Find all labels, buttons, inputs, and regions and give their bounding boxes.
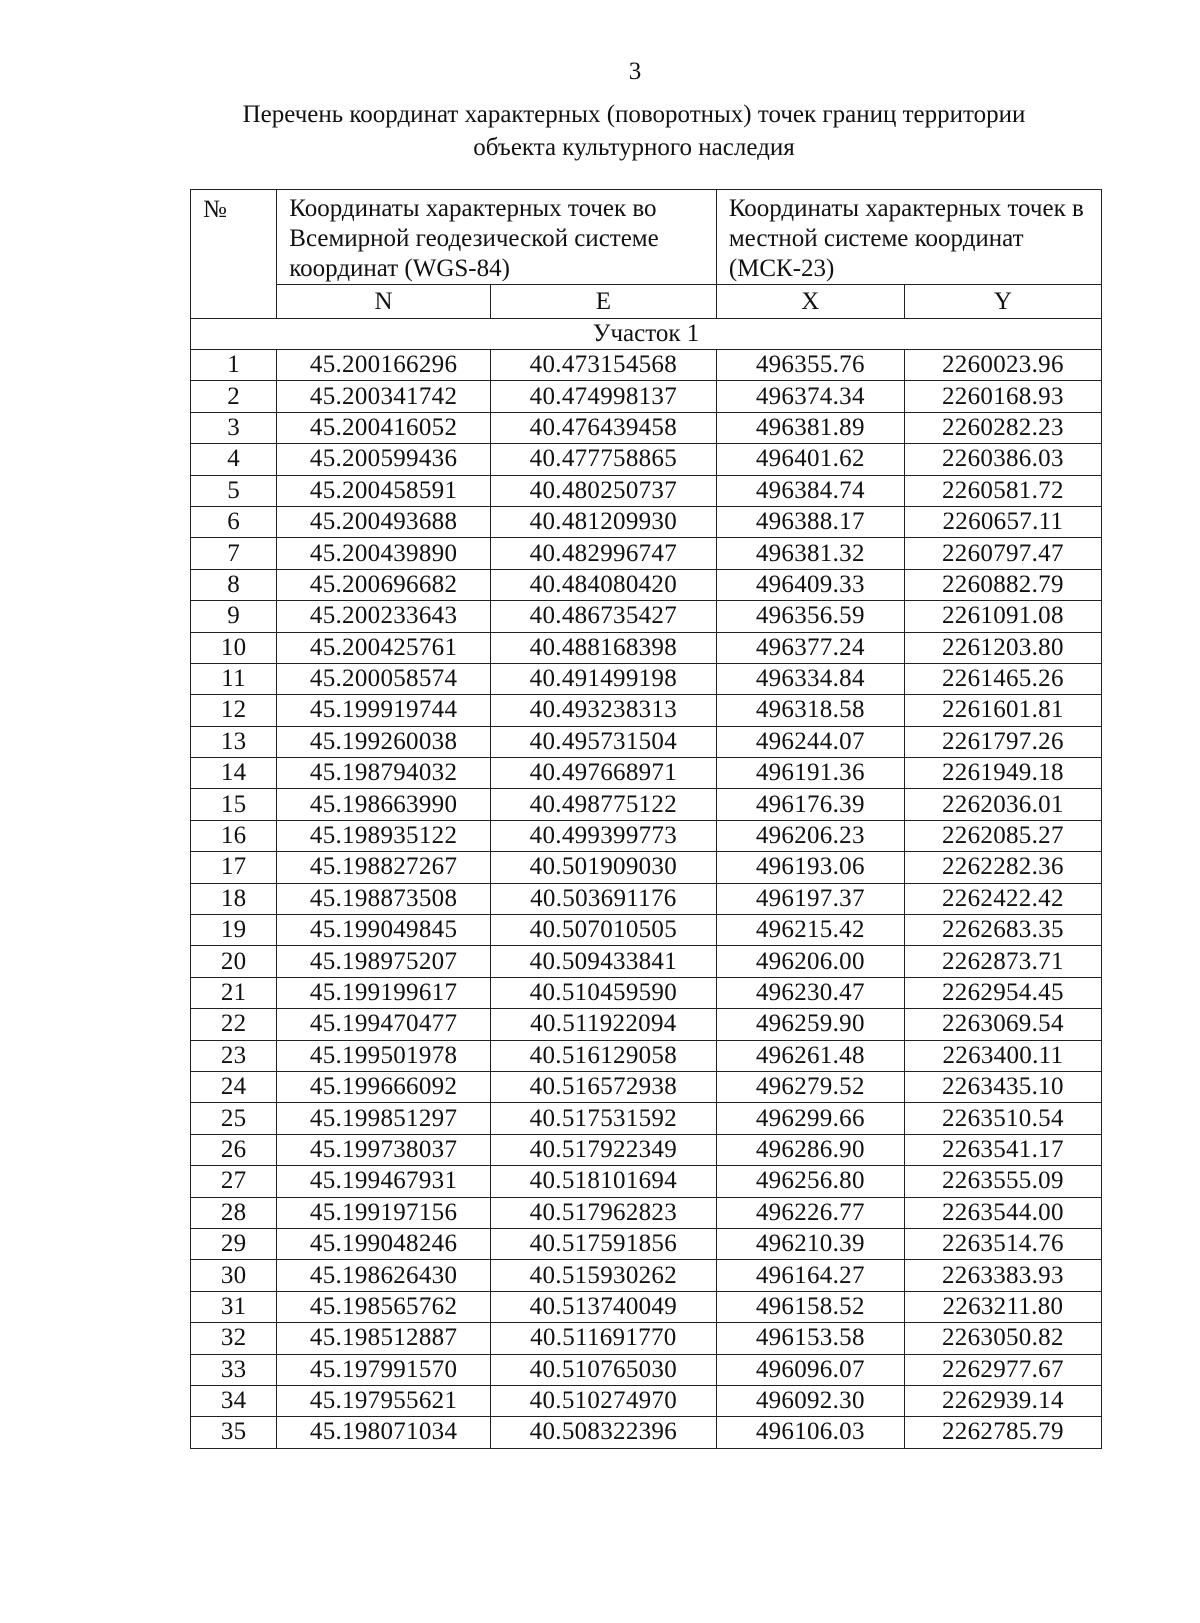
point-number-cell: 14 — [191, 758, 277, 789]
table-row — [191, 1040, 1102, 1071]
msk23-y-cell: 2262422.42 — [904, 883, 1101, 914]
table-row — [191, 726, 1102, 757]
point-number-cell: 31 — [191, 1291, 277, 1322]
wgs84-n-cell: 45.199738037 — [277, 1134, 491, 1165]
wgs84-e-cell: 40.508322396 — [490, 1417, 716, 1448]
msk23-x-cell: 496256.80 — [716, 1166, 904, 1197]
wgs84-e-cell: 40.488168398 — [490, 632, 716, 663]
point-number-cell: 34 — [191, 1385, 277, 1416]
point-number-cell: 4 — [191, 444, 277, 475]
wgs84-e-cell: 40.474998137 — [490, 381, 716, 412]
table-row — [191, 1291, 1102, 1322]
wgs84-n-cell: 45.199049845 — [277, 915, 491, 946]
table-row — [191, 1166, 1102, 1197]
msk23-x-cell: 496401.62 — [716, 444, 904, 475]
table-row — [191, 444, 1102, 475]
msk23-y-cell: 2261601.81 — [904, 695, 1101, 726]
wgs84-e-cell: 40.509433841 — [490, 946, 716, 977]
table-row — [191, 506, 1102, 537]
msk23-x-cell: 496381.89 — [716, 412, 904, 443]
table-row — [191, 883, 1102, 914]
msk23-y-cell: 2263400.11 — [904, 1040, 1101, 1071]
msk23-x-cell: 496299.66 — [716, 1103, 904, 1134]
wgs84-n-cell: 45.200439890 — [277, 538, 491, 569]
msk23-y-cell: 2263541.17 — [904, 1134, 1101, 1165]
msk23-x-cell: 496374.34 — [716, 381, 904, 412]
wgs84-n-cell: 45.200599436 — [277, 444, 491, 475]
wgs84-e-cell: 40.513740049 — [490, 1291, 716, 1322]
point-number-cell: 24 — [191, 1071, 277, 1102]
wgs84-e-cell: 40.517922349 — [490, 1134, 716, 1165]
wgs84-n-cell: 45.200458591 — [277, 475, 491, 506]
msk23-y-cell: 2260581.72 — [904, 475, 1101, 506]
point-number-cell: 17 — [191, 852, 277, 883]
point-number-cell: 21 — [191, 977, 277, 1008]
point-number-cell: 35 — [191, 1417, 277, 1448]
msk23-y-cell: 2263383.93 — [904, 1260, 1101, 1291]
point-number-cell: 26 — [191, 1134, 277, 1165]
msk23-x-cell: 496356.59 — [716, 601, 904, 632]
msk23-y-cell: 2263211.80 — [904, 1291, 1101, 1322]
msk23-x-cell: 496355.76 — [716, 350, 904, 381]
wgs84-e-cell: 40.517531592 — [490, 1103, 716, 1134]
msk23-y-cell: 2260023.96 — [904, 350, 1101, 381]
header-col-n: N — [277, 285, 491, 319]
msk23-x-cell: 496286.90 — [716, 1134, 904, 1165]
table-row — [191, 977, 1102, 1008]
wgs84-n-cell: 45.198873508 — [277, 883, 491, 914]
msk23-y-cell: 2260657.11 — [904, 506, 1101, 537]
wgs84-e-cell: 40.517591856 — [490, 1228, 716, 1259]
table-row — [191, 789, 1102, 820]
table-header — [191, 190, 1102, 319]
msk23-x-cell: 496334.84 — [716, 663, 904, 694]
header-wgs84-group: Координаты характерных точек во Всемирной геодезической системе координат (WGS-84) — [277, 190, 717, 285]
wgs84-e-cell: 40.516129058 — [490, 1040, 716, 1071]
point-number-cell: 6 — [191, 506, 277, 537]
wgs84-n-cell: 45.198663990 — [277, 789, 491, 820]
point-number-cell: 28 — [191, 1197, 277, 1228]
wgs84-e-cell: 40.491499198 — [490, 663, 716, 694]
wgs84-n-cell: 45.198975207 — [277, 946, 491, 977]
point-number-cell: 8 — [191, 569, 277, 600]
wgs84-n-cell: 45.200233643 — [277, 601, 491, 632]
wgs84-n-cell: 45.200058574 — [277, 663, 491, 694]
wgs84-e-cell: 40.493238313 — [490, 695, 716, 726]
msk23-y-cell: 2263435.10 — [904, 1071, 1101, 1102]
point-number-cell: 10 — [191, 632, 277, 663]
table-row — [191, 1323, 1102, 1354]
msk23-x-cell: 496164.27 — [716, 1260, 904, 1291]
wgs84-e-cell: 40.501909030 — [490, 852, 716, 883]
msk23-x-cell: 496206.23 — [716, 820, 904, 851]
msk23-y-cell: 2262282.36 — [904, 852, 1101, 883]
point-number-cell: 20 — [191, 946, 277, 977]
msk23-y-cell: 2261203.80 — [904, 632, 1101, 663]
table-row — [191, 852, 1102, 883]
table-row — [191, 538, 1102, 569]
wgs84-n-cell: 45.199260038 — [277, 726, 491, 757]
point-number-cell: 3 — [191, 412, 277, 443]
msk23-x-cell: 496215.42 — [716, 915, 904, 946]
table-row — [191, 1071, 1102, 1102]
point-number-cell: 7 — [191, 538, 277, 569]
table-row — [191, 350, 1102, 381]
wgs84-e-cell: 40.482996747 — [490, 538, 716, 569]
msk23-x-cell: 496153.58 — [716, 1323, 904, 1354]
wgs84-n-cell: 45.198626430 — [277, 1260, 491, 1291]
msk23-x-cell: 496226.77 — [716, 1197, 904, 1228]
msk23-x-cell: 496388.17 — [716, 506, 904, 537]
wgs84-n-cell: 45.200416052 — [277, 412, 491, 443]
wgs84-e-cell: 40.511922094 — [490, 1009, 716, 1040]
point-number-cell: 15 — [191, 789, 277, 820]
msk23-x-cell: 496384.74 — [716, 475, 904, 506]
table-row — [191, 601, 1102, 632]
table-row — [191, 758, 1102, 789]
msk23-y-cell: 2261091.08 — [904, 601, 1101, 632]
msk23-x-cell: 496210.39 — [716, 1228, 904, 1259]
wgs84-n-cell: 45.198565762 — [277, 1291, 491, 1322]
wgs84-e-cell: 40.498775122 — [490, 789, 716, 820]
msk23-y-cell: 2262977.67 — [904, 1354, 1101, 1385]
wgs84-n-cell: 45.200425761 — [277, 632, 491, 663]
msk23-y-cell: 2262873.71 — [904, 946, 1101, 977]
wgs84-e-cell: 40.495731504 — [490, 726, 716, 757]
msk23-x-cell: 496106.03 — [716, 1417, 904, 1448]
msk23-y-cell: 2263510.54 — [904, 1103, 1101, 1134]
wgs84-e-cell: 40.497668971 — [490, 758, 716, 789]
msk23-y-cell: 2263050.82 — [904, 1323, 1101, 1354]
point-number-cell: 22 — [191, 1009, 277, 1040]
wgs84-n-cell: 45.199048246 — [277, 1228, 491, 1259]
wgs84-e-cell: 40.515930262 — [490, 1260, 716, 1291]
msk23-y-cell: 2261465.26 — [904, 663, 1101, 694]
table-row — [191, 1103, 1102, 1134]
msk23-y-cell: 2263069.54 — [904, 1009, 1101, 1040]
msk23-y-cell: 2260386.03 — [904, 444, 1101, 475]
table-row — [191, 1417, 1102, 1448]
wgs84-n-cell: 45.199666092 — [277, 1071, 491, 1102]
wgs84-e-cell: 40.499399773 — [490, 820, 716, 851]
section-label: Участок 1 — [191, 319, 1102, 350]
wgs84-e-cell: 40.486735427 — [490, 601, 716, 632]
msk23-y-cell: 2262939.14 — [904, 1385, 1101, 1416]
table-row — [191, 695, 1102, 726]
wgs84-n-cell: 45.200696682 — [277, 569, 491, 600]
msk23-y-cell: 2260168.93 — [904, 381, 1101, 412]
wgs84-n-cell: 45.198935122 — [277, 820, 491, 851]
msk23-x-cell: 496259.90 — [716, 1009, 904, 1040]
header-col-x: X — [716, 285, 904, 319]
wgs84-n-cell: 45.200166296 — [277, 350, 491, 381]
header-col-e: E — [490, 285, 716, 319]
table-row — [191, 946, 1102, 977]
point-number-cell: 12 — [191, 695, 277, 726]
wgs84-n-cell: 45.197955621 — [277, 1385, 491, 1416]
msk23-y-cell: 2262683.35 — [904, 915, 1101, 946]
wgs84-n-cell: 45.199919744 — [277, 695, 491, 726]
msk23-y-cell: 2262036.01 — [904, 789, 1101, 820]
point-number-cell: 13 — [191, 726, 277, 757]
point-number-cell: 27 — [191, 1166, 277, 1197]
point-number-cell: 2 — [191, 381, 277, 412]
point-number-cell: 9 — [191, 601, 277, 632]
table-row — [191, 1260, 1102, 1291]
wgs84-e-cell: 40.477758865 — [490, 444, 716, 475]
msk23-y-cell: 2261797.26 — [904, 726, 1101, 757]
point-number-cell: 11 — [191, 663, 277, 694]
point-number-cell: 25 — [191, 1103, 277, 1134]
msk23-x-cell: 496191.36 — [716, 758, 904, 789]
msk23-x-cell: 496279.52 — [716, 1071, 904, 1102]
wgs84-e-cell: 40.517962823 — [490, 1197, 716, 1228]
wgs84-e-cell: 40.480250737 — [490, 475, 716, 506]
msk23-x-cell: 496193.06 — [716, 852, 904, 883]
wgs84-n-cell: 45.199470477 — [277, 1009, 491, 1040]
wgs84-e-cell: 40.510274970 — [490, 1385, 716, 1416]
title-line-1: Перечень координат характерных (поворотных) точек границ территории — [242, 101, 1026, 128]
table-row — [191, 663, 1102, 694]
msk23-x-cell: 496096.07 — [716, 1354, 904, 1385]
wgs84-n-cell: 45.199197156 — [277, 1197, 491, 1228]
wgs84-e-cell: 40.507010505 — [490, 915, 716, 946]
msk23-y-cell: 2261949.18 — [904, 758, 1101, 789]
wgs84-e-cell: 40.473154568 — [490, 350, 716, 381]
wgs84-n-cell: 45.199467931 — [277, 1166, 491, 1197]
wgs84-n-cell: 45.200341742 — [277, 381, 491, 412]
wgs84-n-cell: 45.198512887 — [277, 1323, 491, 1354]
point-number-cell: 18 — [191, 883, 277, 914]
wgs84-n-cell: 45.198794032 — [277, 758, 491, 789]
point-number-cell: 30 — [191, 1260, 277, 1291]
wgs84-n-cell: 45.198071034 — [277, 1417, 491, 1448]
table-row — [191, 569, 1102, 600]
point-number-cell: 33 — [191, 1354, 277, 1385]
msk23-y-cell: 2262785.79 — [904, 1417, 1101, 1448]
section-row — [191, 319, 1102, 350]
table-row — [191, 1134, 1102, 1165]
point-number-cell: 29 — [191, 1228, 277, 1259]
msk23-y-cell: 2263544.00 — [904, 1197, 1101, 1228]
msk23-y-cell: 2263514.76 — [904, 1228, 1101, 1259]
table-row — [191, 632, 1102, 663]
msk23-y-cell: 2263555.09 — [904, 1166, 1101, 1197]
table-row — [191, 1228, 1102, 1259]
table-body — [191, 350, 1102, 1449]
msk23-x-cell: 496230.47 — [716, 977, 904, 1008]
msk23-x-cell: 496261.48 — [716, 1040, 904, 1071]
wgs84-e-cell: 40.510765030 — [490, 1354, 716, 1385]
header-col-y: Y — [904, 285, 1101, 319]
msk23-y-cell: 2262954.45 — [904, 977, 1101, 1008]
table-row — [191, 475, 1102, 506]
table-row — [191, 915, 1102, 946]
table-row — [191, 1009, 1102, 1040]
wgs84-e-cell: 40.476439458 — [490, 412, 716, 443]
point-number-cell: 23 — [191, 1040, 277, 1071]
msk23-y-cell: 2260797.47 — [904, 538, 1101, 569]
msk23-x-cell: 496318.58 — [716, 695, 904, 726]
table-row — [191, 1385, 1102, 1416]
table-row — [191, 820, 1102, 851]
point-number-cell: 5 — [191, 475, 277, 506]
msk23-y-cell: 2260282.23 — [904, 412, 1101, 443]
msk23-x-cell: 496409.33 — [716, 569, 904, 600]
table-row — [191, 1354, 1102, 1385]
title-line-2: объекта культурного наследия — [473, 134, 795, 161]
wgs84-n-cell: 45.199501978 — [277, 1040, 491, 1071]
point-number-cell: 1 — [191, 350, 277, 381]
header-msk23-group: Координаты характерных точек в местной системе координат (МСК-23) — [716, 190, 1101, 285]
msk23-x-cell: 496381.32 — [716, 538, 904, 569]
msk23-x-cell: 496206.00 — [716, 946, 904, 977]
table-row — [191, 381, 1102, 412]
document-title — [180, 98, 1088, 164]
msk23-x-cell: 496158.52 — [716, 1291, 904, 1322]
wgs84-n-cell: 45.199199617 — [277, 977, 491, 1008]
point-number-cell: 32 — [191, 1323, 277, 1354]
msk23-y-cell: 2262085.27 — [904, 820, 1101, 851]
wgs84-n-cell: 45.198827267 — [277, 852, 491, 883]
wgs84-e-cell: 40.503691176 — [490, 883, 716, 914]
header-number: № — [191, 190, 277, 319]
table-row — [191, 1197, 1102, 1228]
msk23-x-cell: 496176.39 — [716, 789, 904, 820]
wgs84-e-cell: 40.484080420 — [490, 569, 716, 600]
msk23-y-cell: 2260882.79 — [904, 569, 1101, 600]
point-number-cell: 19 — [191, 915, 277, 946]
coordinates-table — [190, 189, 1102, 1449]
msk23-x-cell: 496377.24 — [716, 632, 904, 663]
wgs84-n-cell: 45.197991570 — [277, 1354, 491, 1385]
wgs84-e-cell: 40.516572938 — [490, 1071, 716, 1102]
wgs84-n-cell: 45.199851297 — [277, 1103, 491, 1134]
wgs84-e-cell: 40.481209930 — [490, 506, 716, 537]
msk23-x-cell: 496244.07 — [716, 726, 904, 757]
point-number-cell: 16 — [191, 820, 277, 851]
msk23-x-cell: 496092.30 — [716, 1385, 904, 1416]
page-number: 3 — [628, 58, 642, 85]
wgs84-e-cell: 40.511691770 — [490, 1323, 716, 1354]
wgs84-e-cell: 40.518101694 — [490, 1166, 716, 1197]
wgs84-e-cell: 40.510459590 — [490, 977, 716, 1008]
wgs84-n-cell: 45.200493688 — [277, 506, 491, 537]
table-row — [191, 412, 1102, 443]
msk23-x-cell: 496197.37 — [716, 883, 904, 914]
